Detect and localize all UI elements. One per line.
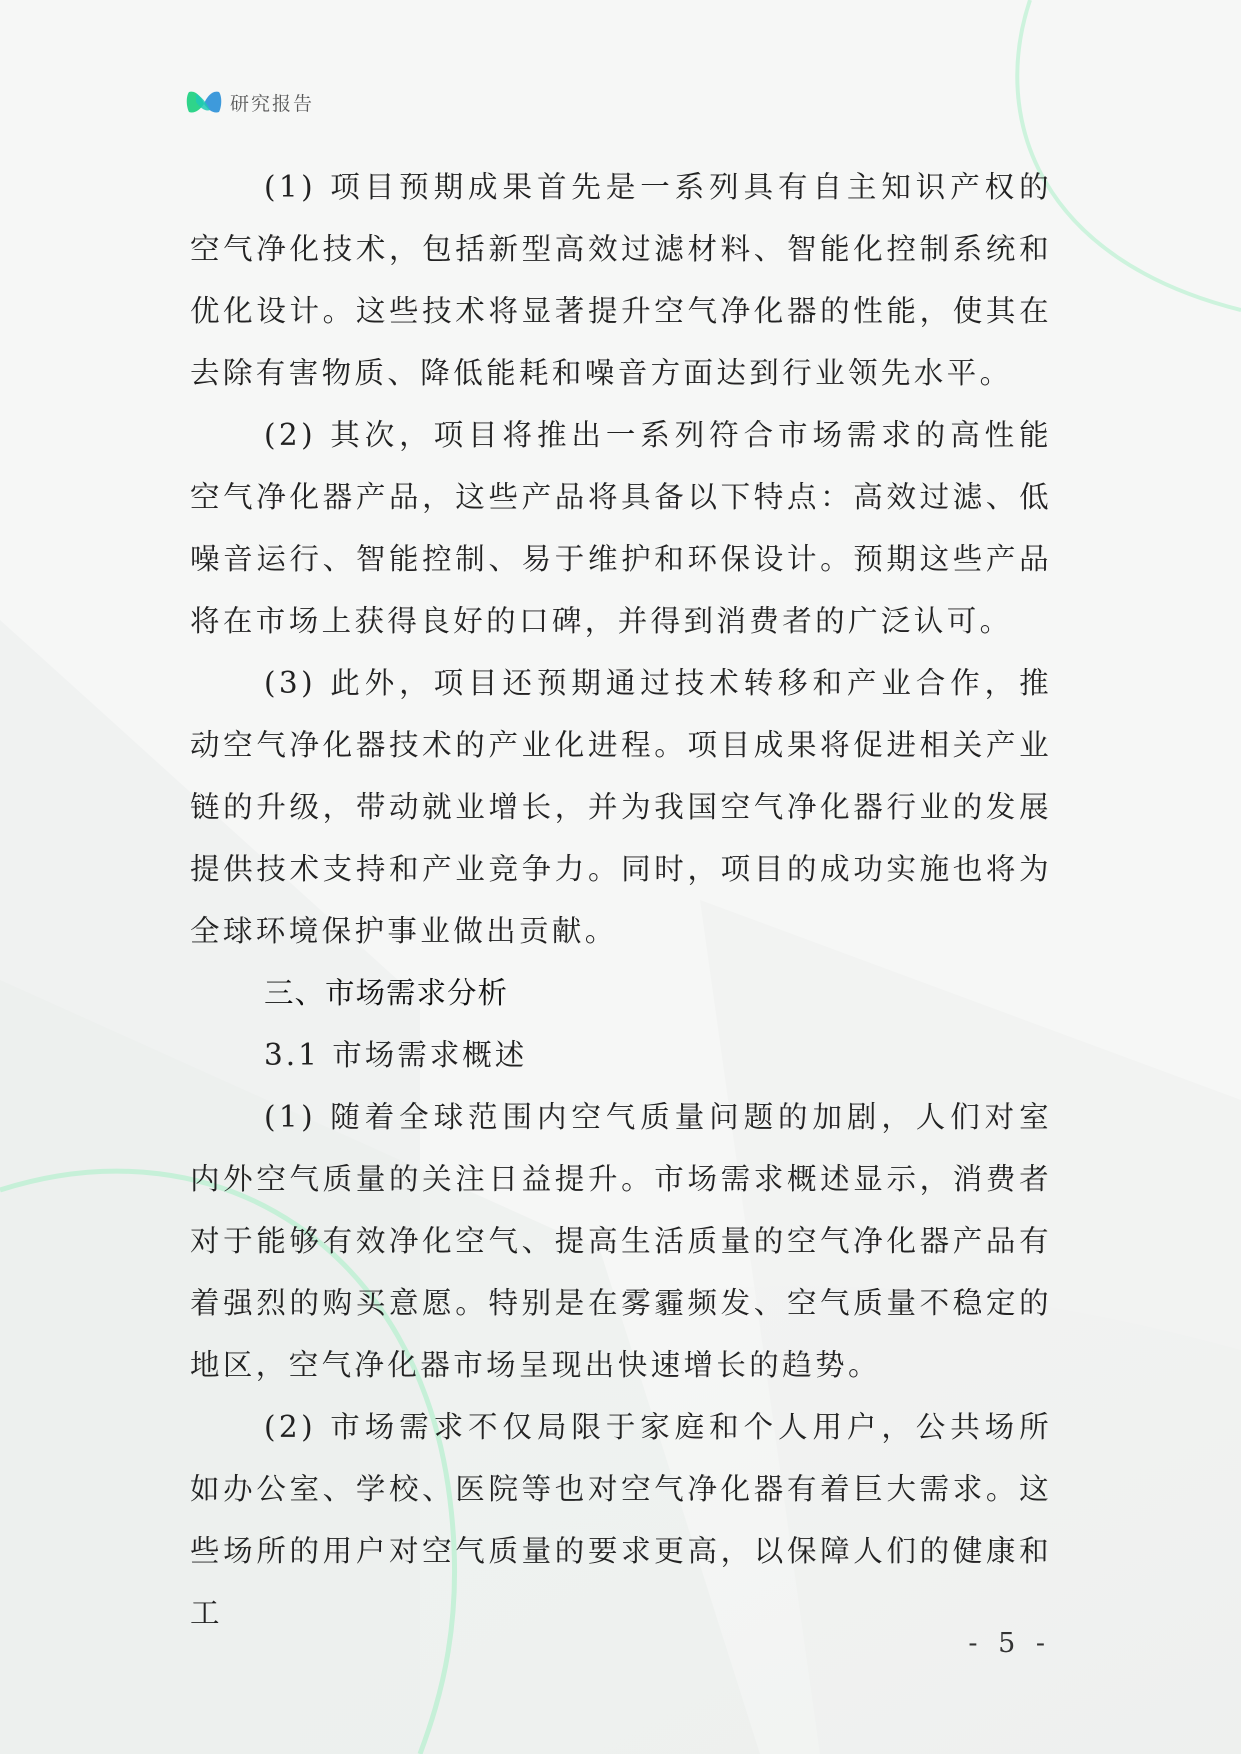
paragraph: (2) 其次，项目将推出一系列符合市场需求的高性能空气净化器产品，这些产品将具备以下特点：高效过滤、低噪音运行、智能控制、易于维护和环保设计。预期这些产品将在市场上获得良好的口碑，并得到消费者的广泛认可。	[190, 418, 1052, 638]
document-body	[190, 156, 1052, 1644]
header-title: 研究报告	[230, 92, 315, 115]
paragraph: (1) 随着全球范围内空气质量问题的加剧，人们对室内外空气质量的关注日益提升。市场需求概述显示，消费者对于能够有效净化空气、提高生活质量的空气净化器产品有着强烈的购买意愿。特别是在雾霾频发、空气质量不稳定的地区，空气净化器市场呈现出快速增长的趋势。	[190, 1100, 1052, 1382]
paragraph: (1) 项目预期成果首先是一系列具有自主知识产权的空气净化技术，包括新型高效过滤材料、智能化控制系统和优化设计。这些技术将显著提升空气净化器的性能，使其在去除有害物质、降低能耗和噪音方面达到行业领先水平。	[190, 170, 1052, 390]
paragraph: (3) 此外，项目还预期通过技术转移和产业合作，推动空气净化器技术的产业化进程。项目成果将促进相关产业链的升级，带动就业增长，并为我国空气净化器行业的发展提供技术支持和产业竞争力。同时，项目的成功实施也将为全球环境保护事业做出贡献。	[190, 666, 1052, 948]
subsection-heading: 3.1 市场需求概述	[264, 1038, 528, 1072]
page-number: - 5 -	[968, 1628, 1051, 1659]
brand-logo-icon	[186, 86, 222, 118]
report-header	[186, 86, 314, 118]
paragraph: (2) 市场需求不仅局限于家庭和个人用户，公共场所如办公室、学校、医院等也对空气净化器有着巨大需求。这些场所的用户对空气质量的要求更高，以保障人们的健康和工	[190, 1410, 1052, 1630]
section-heading: 三、市场需求分析	[264, 976, 509, 1010]
